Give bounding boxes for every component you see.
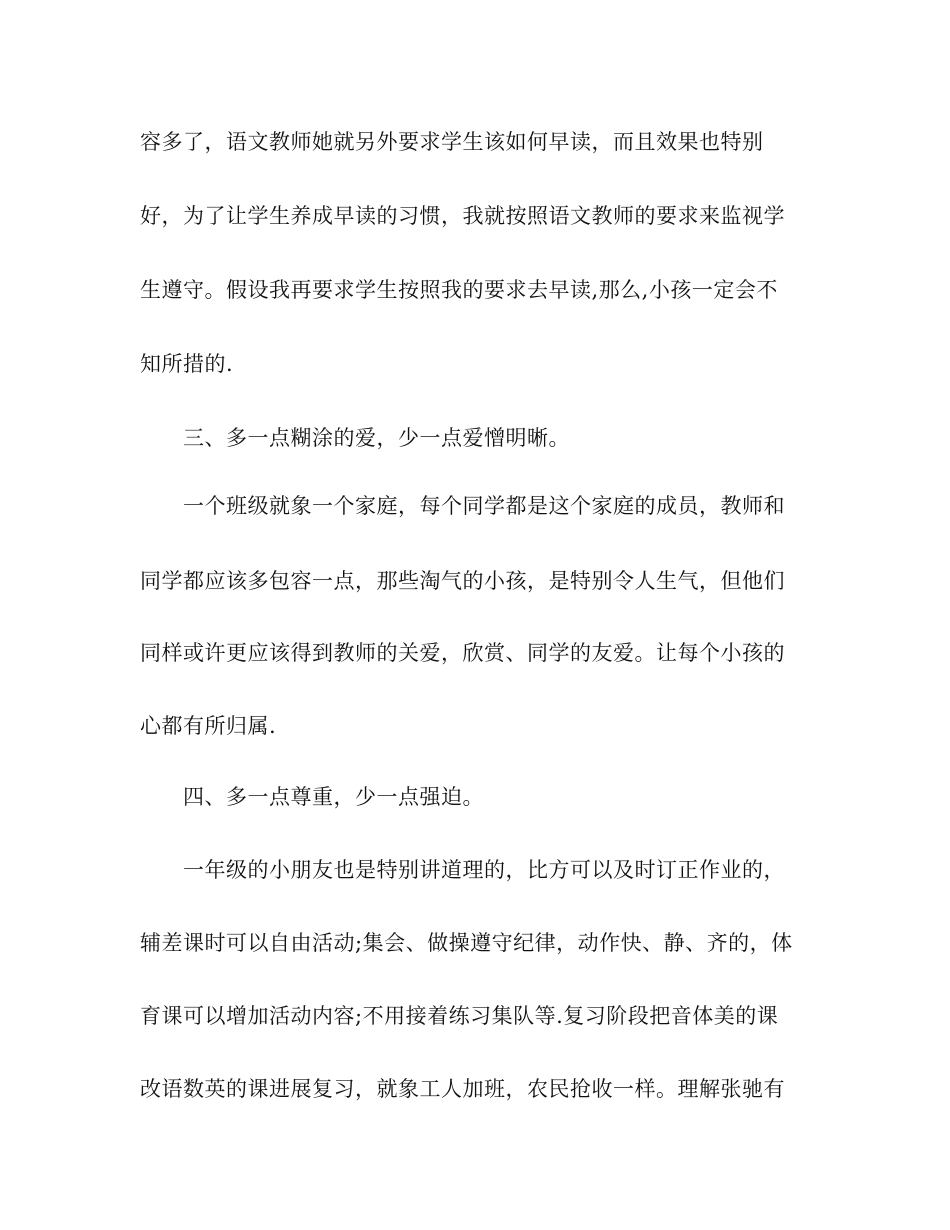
text-line: 一年级的小朋友也是特别讲道理的，比方可以及时订正作业的， xyxy=(183,858,785,882)
text-line: 心都有所归属. xyxy=(140,714,277,738)
section-heading: 四、多一点尊重，少一点强迫。 xyxy=(183,785,484,809)
text-line: 同学都应该多包容一点，那些淘气的小孩，是特别令人生气，但他们 xyxy=(140,569,785,593)
text-line: 知所措的. xyxy=(140,352,234,376)
text-line: 育课可以增加活动内容;不用接着练习集队等.复习阶段把音体美的课 xyxy=(140,1004,779,1028)
text-line: 一个班级就象一个家庭，每个同学都是这个家庭的成员，教师和 xyxy=(183,494,785,518)
text-line: 容多了，语文教师她就另外要求学生该如何早读，而且效果也特别 xyxy=(140,130,764,154)
text-line: 好，为了让学生养成早读的习惯，我就按照语文教师的要求来监视学 xyxy=(140,204,785,228)
text-line: 辅差课时可以自由活动;集会、做操遵守纪律，动作快、静、齐的，体 xyxy=(140,931,793,955)
text-line: 同样或许更应该得到教师的关爱，欣赏、同学的友爱。让每个小孩的 xyxy=(140,641,785,665)
text-line: 改语数英的课进展复习，就象工人加班，农民抢收一样。理解张驰有 xyxy=(140,1077,785,1101)
text-line: 生遵守。假设我再要求学生按照我的要求去早读,那么,小孩一定会不 xyxy=(140,278,778,302)
section-heading: 三、多一点糊涂的爱，少一点爱憎明晰。 xyxy=(183,426,570,450)
